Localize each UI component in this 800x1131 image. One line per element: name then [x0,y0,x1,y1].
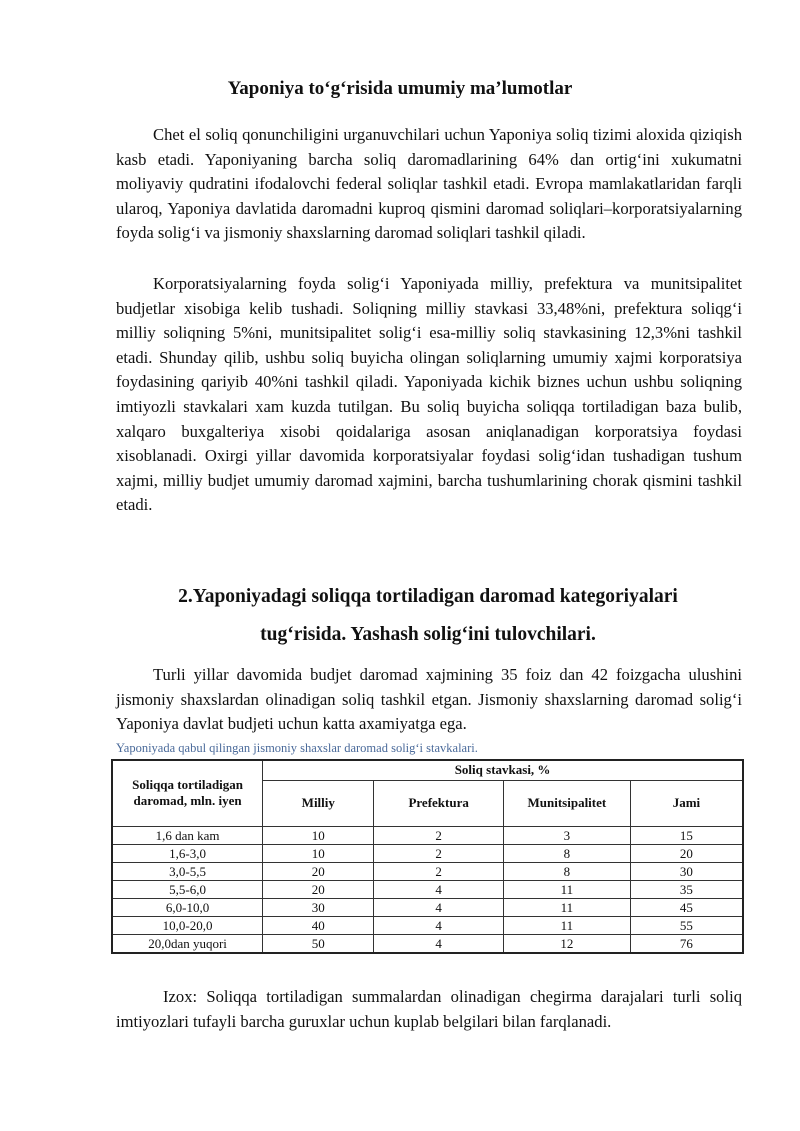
cell-income: 5,5-6,0 [112,880,263,898]
cell-munitsipalitet: 8 [503,862,630,880]
cell-milliy: 30 [263,898,374,916]
table-row [112,826,743,844]
cell-jami: 45 [630,898,743,916]
cell-milliy: 10 [263,844,374,862]
cell-prefektura: 2 [374,862,503,880]
paragraph-intro: Chet el soliq qonunchiligini urganuvchilari uchun Yaponiya soliq tizimi aloxida qiziqish kasb etadi. Yaponiyaning barcha soliq daromadlarining 64% dan ortig‘ini xukumatni moliyaviy qudratini ifodalovchi federal soliqlar tashkil etadi. Evropa mamlakatlaridan farqli ularoq, Yaponiya davlatida daromadni kuproq qismini daromad soliqlari–korporatsiyalarning foyda solig‘i va jismoniy shaxslarning daromad soliqlari tashkil qiladi. [116,125,742,243]
header-tax-rate: Soliq stavkasi, % [263,760,743,780]
cell-munitsipalitet: 11 [503,916,630,934]
cell-income: 1,6 dan kam [112,826,263,844]
cell-jami: 55 [630,916,743,934]
table-row [112,880,743,898]
cell-munitsipalitet: 3 [503,826,630,844]
cell-jami: 20 [630,844,743,862]
cell-munitsipalitet: 12 [503,934,630,953]
section-heading-line-1: 2.Yaponiyadagi soliqqa tortiladigan daromad kategoriyalari [178,586,678,607]
table-row [112,844,743,862]
paragraph-note: Izox: Soliqqa tortiladigan summalardan olinadigan chegirma darajalari turli soliq imtiyozlari tufayli barcha guruxlar uchun kuplab belgilari bilan farqlanadi. [116,987,742,1031]
header-milliy: Milliy [263,780,374,826]
table-caption: Yaponiyada qabul qilingan jismoniy shaxslar daromad solig‘i stavkalari. [116,741,478,755]
section-heading-general-info: Yaponiya to‘g‘risida umumiy ma’lumotlar [227,78,573,99]
cell-income: 1,6-3,0 [112,844,263,862]
cell-income: 10,0-20,0 [112,916,263,934]
cell-prefektura: 2 [374,844,503,862]
cell-jami: 15 [630,826,743,844]
cell-prefektura: 4 [374,916,503,934]
cell-milliy: 40 [263,916,374,934]
cell-jami: 76 [630,934,743,953]
cell-milliy: 20 [263,862,374,880]
cell-income: 3,0-5,5 [112,862,263,880]
paragraph-corporate-tax: Korporatsiyalarning foyda solig‘i Yaponiyada milliy, prefektura va munitsipalitet budjetlar xisobiga kelib tushadi. Soliqning milliy stavkasi 33,48%ni, prefektura soliqg‘i milliy soliqning 5%ni, munitsipalitet solig‘i esa-milliy soliq stavkasining 12,3%ni tashkil etadi. Shunday qilib, ushbu soliq buyicha olingan soliqlarning umumiy xajmi korporatsiya foydasining qariyib 40%ni tashkil qiladi. Yaponiyada kichik biznes uchun ushbu soliqning imtiyozli stavkalari xam kuzda tutilgan. Bu soliq buyicha soliqqa tortiladigan baza bulib, xalqaro buxgalteriya xisobi qoidalariga asosan aniqlanadigan korporatsiya foydasi xisoblanadi. Oxirgi yillar davomida korporatsiyalar foydasi solig‘idan tushadigan tushum xajmi, milliy budjet umumiy daromad xajmini, barcha tushumlarining chorak qismini tashkil etadi. [116,274,742,515]
cell-jami: 30 [630,862,743,880]
table-row [112,898,743,916]
table-row [112,862,743,880]
section-heading-income-categories [110,578,746,654]
cell-income: 6,0-10,0 [112,898,263,916]
header-taxable-income: Soliqqa tortiladigan daromad, mln. iyen [112,760,263,826]
header-munitsipalitet: Munitsipalitet [503,780,630,826]
header-jami: Jami [630,780,743,826]
tax-rates-table [111,759,744,954]
table-row [112,934,743,953]
cell-prefektura: 4 [374,880,503,898]
cell-income: 20,0dan yuqori [112,934,263,953]
cell-prefektura: 4 [374,898,503,916]
cell-prefektura: 2 [374,826,503,844]
cell-milliy: 50 [263,934,374,953]
cell-munitsipalitet: 11 [503,880,630,898]
cell-munitsipalitet: 11 [503,898,630,916]
paragraph-personal-tax: Turli yillar davomida budjet daromad xajmining 35 foiz dan 42 foizgacha ulushini jismoniy shaxslardan olinadigan soliq tashkil etgan. Jismoniy shaxslarning daromad solig‘i Yaponiya davlat budjeti uchun katta axamiyatga ega. [116,665,742,734]
table-row [112,916,743,934]
header-prefektura: Prefektura [374,780,503,826]
cell-jami: 35 [630,880,743,898]
cell-milliy: 10 [263,826,374,844]
cell-milliy: 20 [263,880,374,898]
cell-munitsipalitet: 8 [503,844,630,862]
table-header-row [112,760,743,780]
cell-prefektura: 4 [374,934,503,953]
section-heading-line-2: tug‘risida. Yashash solig‘ini tulovchilari. [260,624,596,645]
